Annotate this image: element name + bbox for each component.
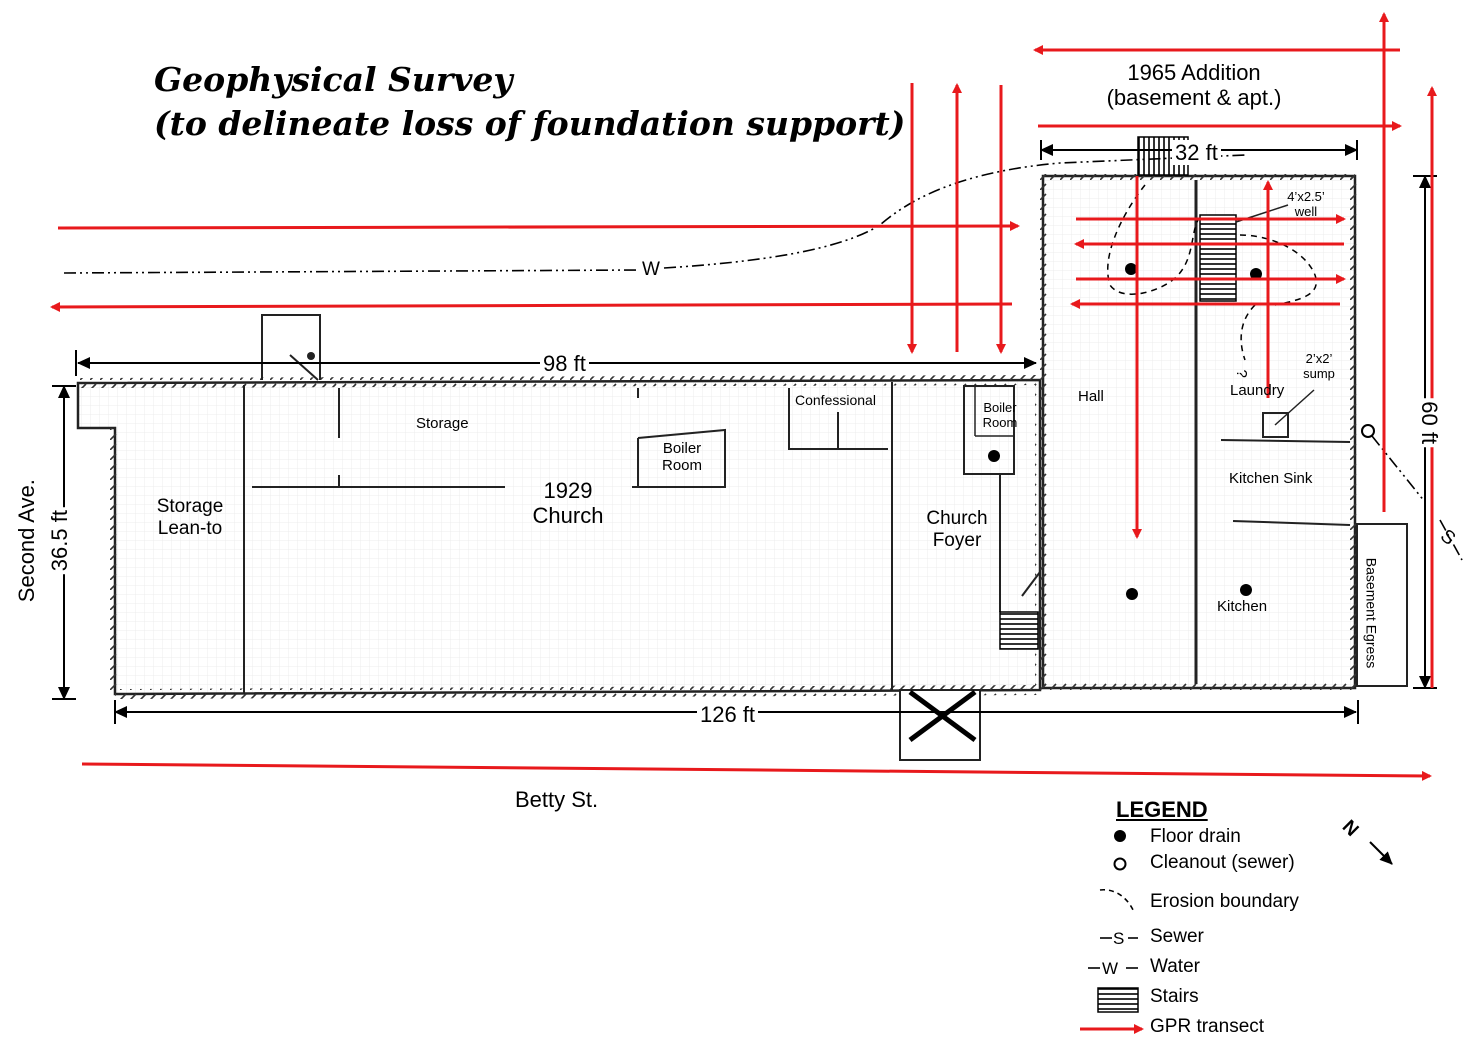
gpr-transect xyxy=(58,226,1018,228)
legend-water-glyph: W xyxy=(1102,959,1119,978)
room-storage-lean-to-line-2: Lean-to xyxy=(157,517,223,539)
legend-cleanout: Cleanout (sewer) xyxy=(1150,852,1295,873)
legend-title: LEGEND xyxy=(1116,797,1208,822)
dim-north-width: 98 ft xyxy=(540,351,589,376)
title-line-2: (to delineate loss of foundation support) xyxy=(154,104,906,143)
legend-erosion-boundary: Erosion boundary xyxy=(1150,891,1299,912)
room-hall: Hall xyxy=(1078,388,1104,405)
room-boiler-1-line-2: Room xyxy=(661,457,702,475)
room-kitchen: Kitchen xyxy=(1217,598,1268,615)
floor-drain xyxy=(1125,263,1137,275)
dim-addition-depth: 60 ft xyxy=(1417,398,1442,447)
cleanout-legend-icon xyxy=(1115,859,1126,870)
floor-drain-legend-icon xyxy=(1114,830,1126,842)
dim-addition-width: 32 ft xyxy=(1172,140,1221,165)
room-foyer-line-2: Foyer xyxy=(932,529,982,551)
room-addition-line-2: (basement & apt.) xyxy=(1106,85,1282,111)
room-church-line-1: 1929 xyxy=(543,478,593,503)
room-1929-church xyxy=(520,478,616,529)
room-confessional: Confessional xyxy=(795,392,876,408)
sewer-line-marker: S xyxy=(1436,525,1460,550)
legend-floor-drain: Floor drain xyxy=(1150,826,1241,847)
gpr-transect xyxy=(52,304,1012,307)
legend-symbols xyxy=(1080,830,1142,1029)
floor-drain xyxy=(988,450,1000,462)
floor-drain xyxy=(1126,588,1138,600)
sewer-cleanout xyxy=(1362,425,1374,437)
room-boiler-1 xyxy=(652,440,712,475)
room-boiler-2 xyxy=(973,401,1027,431)
dim-west-depth: 36.5 ft xyxy=(47,507,72,574)
room-addition-line-1: 1965 Addition xyxy=(1127,60,1261,85)
gpr-transect xyxy=(82,764,1430,776)
south-entry xyxy=(900,690,980,760)
addition-interior-stairs xyxy=(1200,215,1236,301)
erosion-question-mark: ? xyxy=(1232,369,1250,378)
north-marker: N xyxy=(1337,816,1363,841)
room-church-foyer xyxy=(920,508,994,552)
room-laundry: Laundry xyxy=(1230,382,1285,399)
title-line-1: Geophysical Survey xyxy=(154,60,513,99)
floor-drain xyxy=(1240,584,1252,596)
legend-sewer: Sewer xyxy=(1150,926,1204,947)
well-annotation-label: well xyxy=(1294,203,1318,219)
room-boiler-2-line-1: Boiler xyxy=(983,400,1017,415)
north-arrow-icon xyxy=(1370,842,1392,864)
room-basement-egress: Basement Egress xyxy=(1363,557,1380,669)
well-annotation xyxy=(1280,190,1332,220)
room-boiler-1-line-1: Boiler xyxy=(662,440,702,457)
room-boiler-2-line-2: Room xyxy=(982,414,1018,430)
sump-annotation-label: sump xyxy=(1303,365,1335,381)
water-line-marker: W xyxy=(642,259,660,280)
room-kitchen-sink: Kitchen Sink xyxy=(1229,470,1313,487)
erosion-legend-icon xyxy=(1100,890,1134,912)
legend-water: Water xyxy=(1150,956,1200,977)
room-foyer-line-1: Church xyxy=(926,508,988,529)
legend-gpr-transect: GPR transect xyxy=(1150,1016,1265,1037)
room-storage-lean-to xyxy=(150,496,230,540)
legend-sewer-glyph: S xyxy=(1113,929,1125,948)
dim-south-width: 126 ft xyxy=(697,702,758,727)
legend-stairs: Stairs xyxy=(1150,986,1199,1007)
foyer-stairs xyxy=(1000,612,1038,649)
stairs-legend-icon xyxy=(1098,988,1138,1012)
sump-annotation-size: 2’x2’ xyxy=(1305,351,1333,366)
room-storage: Storage xyxy=(416,415,469,432)
room-storage-lean-to-line-1: Storage xyxy=(156,496,224,517)
street-betty-st: Betty St. xyxy=(515,787,599,812)
room-church-line-2: Church xyxy=(532,503,604,529)
room-1965-addition xyxy=(1089,60,1299,111)
street-second-ave: Second Ave. xyxy=(13,479,39,603)
well-annotation-size: 4’x2.5’ xyxy=(1287,189,1325,204)
sump-annotation xyxy=(1296,352,1342,382)
